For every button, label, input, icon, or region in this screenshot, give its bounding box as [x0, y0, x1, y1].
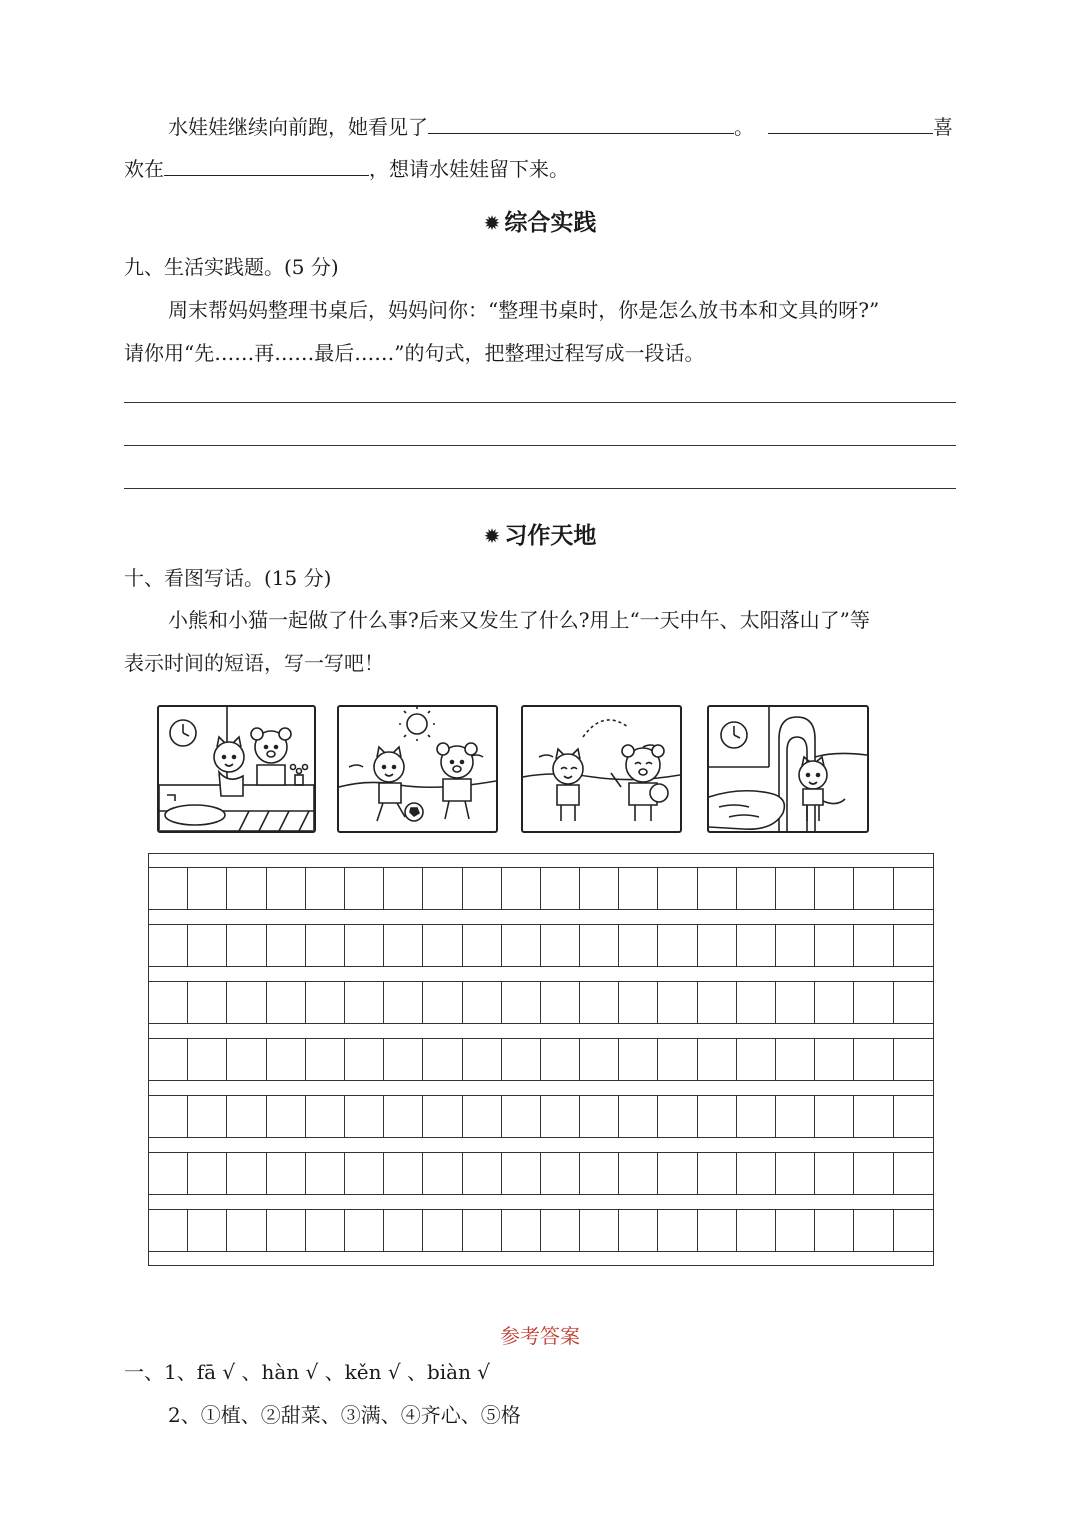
question-10-title: 十、看图写话。(15 分)	[124, 566, 332, 590]
answer-blank-1[interactable]	[428, 115, 734, 134]
washing-hands-picture	[157, 705, 316, 833]
writing-line[interactable]	[124, 445, 956, 446]
composition-grid[interactable]	[148, 853, 934, 1266]
writing-line[interactable]	[124, 488, 956, 489]
passage-line-1	[168, 115, 953, 137]
answers-line-2: 2、①植、②甜菜、③满、④齐心、⑤格	[168, 1403, 521, 1427]
answer-blank-2[interactable]	[768, 115, 933, 134]
writing-line[interactable]	[124, 402, 956, 403]
passage-line1-mid: 。	[734, 115, 754, 139]
playing-football-picture	[337, 705, 498, 833]
grid-row[interactable]	[149, 1095, 933, 1138]
grid-row[interactable]	[149, 1038, 933, 1081]
section-heading-practice	[0, 204, 1080, 237]
passage-line2-start: 欢在	[124, 157, 164, 181]
question-9-title: 九、生活实践题。(5 分)	[124, 255, 339, 279]
grid-row[interactable]	[149, 924, 933, 967]
passage-line-2	[124, 157, 569, 179]
grid-row[interactable]	[149, 1152, 933, 1195]
star-icon: ✹	[483, 524, 501, 548]
passage-line1-start: 水娃娃继续向前跑，她看见了	[168, 115, 428, 139]
waving-goodbye-picture	[521, 705, 682, 833]
question-10-prompt-line-2: 表示时间的短语，写一写吧！	[124, 651, 384, 675]
going-home-picture	[707, 705, 869, 833]
question-10-prompt-line-1: 小熊和小猫一起做了什么事?后来又发生了什么?用上“一天中午、太阳落山了”等	[168, 608, 870, 632]
section-heading-writing	[0, 517, 1080, 550]
answers-line-1: 一、1、fā √ 、hàn √ 、kěn √ 、biàn √	[124, 1360, 491, 1384]
section-title: 综合实践	[504, 210, 597, 236]
answers-title: 参考答案	[500, 1324, 580, 1348]
sun-icon	[407, 714, 427, 734]
question-9-prompt-line-1: 周末帮妈妈整理书桌后，妈妈问你：“整理书桌时，你是怎么放书本和文具的呀?”	[168, 298, 880, 322]
grid-row[interactable]	[149, 981, 933, 1024]
grid-row[interactable]	[149, 867, 933, 910]
section-title: 习作天地	[504, 523, 597, 549]
star-icon: ✹	[483, 211, 501, 235]
football-icon	[650, 784, 668, 802]
answer-blank-3[interactable]	[164, 157, 369, 176]
grid-row[interactable]	[149, 1209, 933, 1252]
passage-line2-end: ，想请水娃娃留下来。	[369, 157, 569, 181]
question-9-prompt-line-2: 请你用“先……再……最后……”的句式，把整理过程写成一段话。	[124, 341, 705, 365]
passage-line1-end: 喜	[933, 115, 953, 139]
